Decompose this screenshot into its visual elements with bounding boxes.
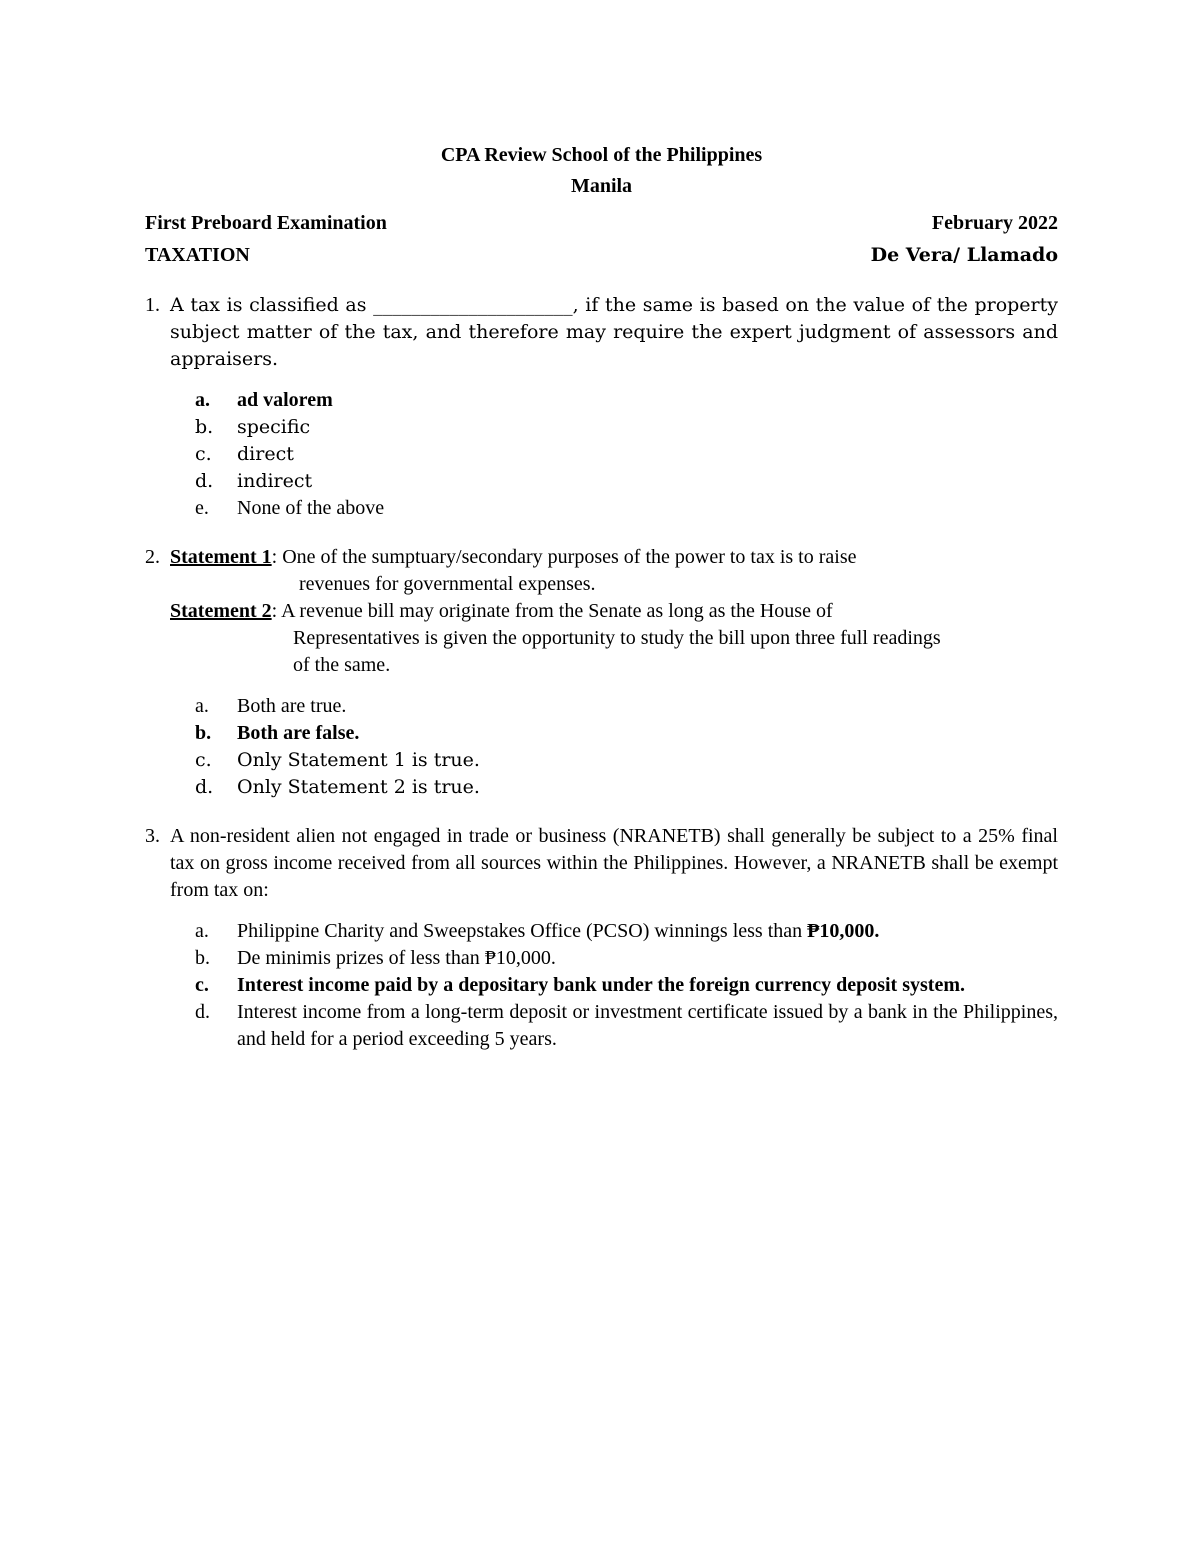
exam-authors: De Vera/ Llamado (870, 244, 1058, 266)
answer-options (195, 387, 1058, 522)
option-a (195, 918, 1058, 945)
option-letter: c. (195, 749, 212, 771)
question-text: A non-resident alien not engaged in trade or business (NRANETB) shall generally be subject to a 25% final tax on gross income received from all sources within the Philippines. However, a NRANETB shall be exempt from tax on: (170, 825, 1058, 901)
school-name: CPA Review School of the Philippines (440, 144, 763, 166)
statement-1-line (170, 544, 1058, 571)
statement-2-line (170, 598, 1058, 625)
option-text: Only Statement 2 is true. (237, 776, 480, 798)
option-text: Both are true. (237, 695, 347, 717)
option-letter: d. (195, 1001, 210, 1023)
option-b (195, 945, 1058, 972)
exam-subject: TAXATION (145, 244, 250, 266)
option-text: ad valorem (237, 389, 333, 411)
answer-options (195, 693, 1058, 801)
question-3 (145, 823, 1058, 1053)
option-text: Only Statement 1 is true. (237, 749, 480, 771)
option-text: Interest income paid by a depositary bank under the foreign currency deposit system. (237, 974, 965, 996)
option-text (237, 920, 879, 942)
statement-1-continuation: revenues for governmental expenses. (299, 573, 596, 595)
option-text-amount: ₱10,000. (807, 920, 880, 942)
option-a (195, 387, 1058, 414)
option-e (195, 495, 1058, 522)
answer-options (195, 918, 1058, 1053)
option-letter: c. (195, 974, 209, 996)
option-letter: a. (195, 389, 210, 411)
option-letter: a. (195, 920, 209, 942)
option-text: Interest income from a long-term deposit or investment certificate issued by a bank in the Philippines, and held for a period exceeding 5 years. (237, 1001, 1058, 1050)
option-letter: b. (195, 947, 210, 969)
option-b (195, 720, 1058, 747)
option-d (195, 999, 1058, 1053)
statement-2-text: : A revenue bill may originate from the Senate as long as the House of (271, 600, 833, 622)
option-text: None of the above (237, 497, 385, 519)
option-text: direct (237, 443, 294, 465)
statement-2 (170, 598, 1058, 679)
question-number: 1. (145, 294, 160, 316)
option-b (195, 414, 1058, 441)
school-city: Manila (570, 175, 633, 197)
option-letter: d. (195, 470, 214, 492)
option-c (195, 441, 1058, 468)
statement-1-label: Statement 1 (170, 546, 272, 568)
question-2 (145, 544, 1058, 801)
statement-1 (170, 544, 1058, 598)
exam-content (145, 142, 1058, 1053)
statement-2-continuation-1: Representatives is given the opportunity to study the bill upon three full readings (293, 627, 941, 649)
option-d (195, 468, 1058, 495)
option-text: De minimis prizes of less than ₱10,000. (237, 947, 556, 969)
statement-1-text: : One of the sumptuary/secondary purposes of the power to tax is to raise (271, 546, 857, 568)
exam-meta-row (145, 210, 1058, 237)
question-number: 2. (145, 546, 160, 568)
subject-meta-row (145, 242, 1058, 269)
statement-2-continuation-2: of the same. (293, 654, 391, 676)
exam-date: February 2022 (931, 212, 1058, 234)
option-letter: b. (195, 722, 212, 744)
option-c (195, 747, 1058, 774)
option-c (195, 972, 1058, 999)
exam-title: First Preboard Examination (145, 212, 387, 234)
statement-2-label: Statement 2 (170, 600, 272, 622)
option-text-plain: Philippine Charity and Sweepstakes Office (PCSO) winnings less than (237, 920, 808, 942)
option-d (195, 774, 1058, 801)
question-text: A tax is classified as _____________________, if the same is based on the value of the property subject matter of the tax, and therefore may require the expert judgment of assessors and appraisers. (170, 294, 1058, 370)
option-text: indirect (237, 470, 313, 492)
option-letter: b. (195, 416, 214, 438)
question-number: 3. (145, 825, 160, 847)
option-letter: d. (195, 776, 214, 798)
option-text: Both are false. (237, 722, 360, 744)
option-text: specific (237, 416, 311, 438)
option-letter: a. (195, 695, 209, 717)
question-1 (145, 292, 1058, 522)
option-letter: c. (195, 443, 212, 465)
option-letter: e. (195, 497, 209, 519)
option-a (195, 693, 1058, 720)
